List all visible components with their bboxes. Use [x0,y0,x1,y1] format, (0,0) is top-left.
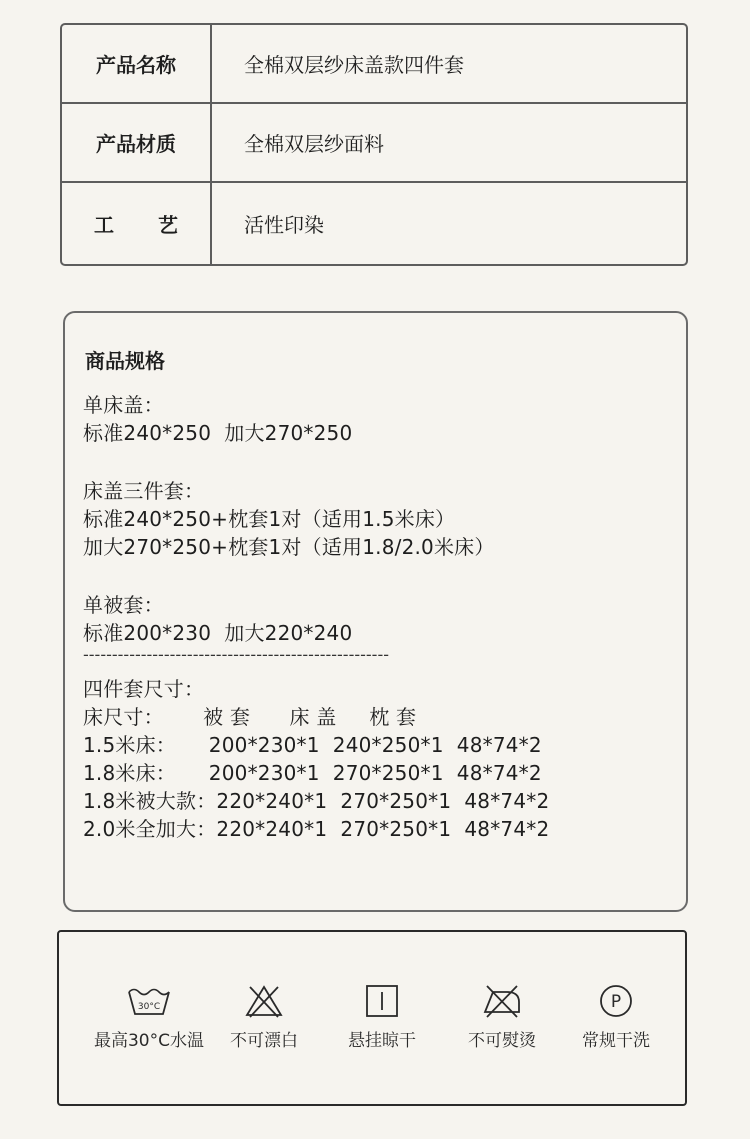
wash-temp-text: 30°C [137,1002,161,1012]
dry-clean-icon [593,984,639,1018]
care-label: 悬挂晾干 [348,1031,416,1051]
info-row-name [62,25,686,104]
spec-line: 标准240*250 加大270*250 [83,421,353,445]
spec-line: 1.5米床： 200*230*1 240*250*1 48*74*2 [83,733,542,757]
spec-line: 床尺寸： 被 套 床 盖 枕 套 [83,705,417,729]
info-label-part: 工 [94,213,114,237]
care-item-wash [84,984,214,1051]
hang-dry-icon [359,984,405,1018]
info-row-process [62,183,686,264]
care-instructions-box [57,930,687,1106]
info-value: 全棉双层纱床盖款四件套 [244,53,464,77]
spec-divider: ----------------------------------------------------- [83,645,389,664]
info-label [62,183,212,264]
spec-box [63,311,688,912]
care-item-dry-clean [551,984,681,1051]
info-value: 全棉双层纱面料 [244,132,384,156]
care-item-hang-dry [317,984,447,1051]
no-iron-icon [479,984,525,1018]
spec-line: 2.0米全加大：220*240*1 270*250*1 48*74*2 [83,817,550,841]
care-label: 最高30°C水温 [93,1031,204,1051]
spec-line: 床盖三件套： [83,479,205,503]
info-label-part: 艺 [158,213,178,237]
care-label: 常规干洗 [582,1031,650,1051]
info-value: 活性印染 [244,213,324,237]
care-item-no-bleach [199,984,329,1051]
care-label: 不可熨烫 [468,1031,536,1051]
product-info-table [60,23,688,266]
spec-line: 标准240*250+枕套1对（适用1.5米床） [83,507,456,531]
spec-line: 单床盖： [83,393,164,417]
info-label: 产品名称 [62,25,212,102]
care-item-no-iron [437,984,567,1051]
spec-line: 1.8米床： 200*230*1 270*250*1 48*74*2 [83,761,542,785]
spec-line: 单被套： [83,593,164,617]
spec-line: 1.8米被大款：220*240*1 270*250*1 48*74*2 [83,789,550,813]
spec-line: 加大270*250+枕套1对（适用1.8/2.0米床） [83,535,495,559]
spec-title: 商品规格 [85,349,165,373]
spec-line: 四件套尺寸： [83,677,205,701]
info-label: 产品材质 [62,104,212,181]
spec-line: 标准200*230 加大220*240 [83,621,353,645]
care-label: 不可漂白 [230,1031,298,1051]
wash-30-icon [126,984,172,1018]
no-bleach-icon [241,984,287,1018]
info-row-material [62,104,686,183]
dry-clean-letter: P [610,992,622,1012]
